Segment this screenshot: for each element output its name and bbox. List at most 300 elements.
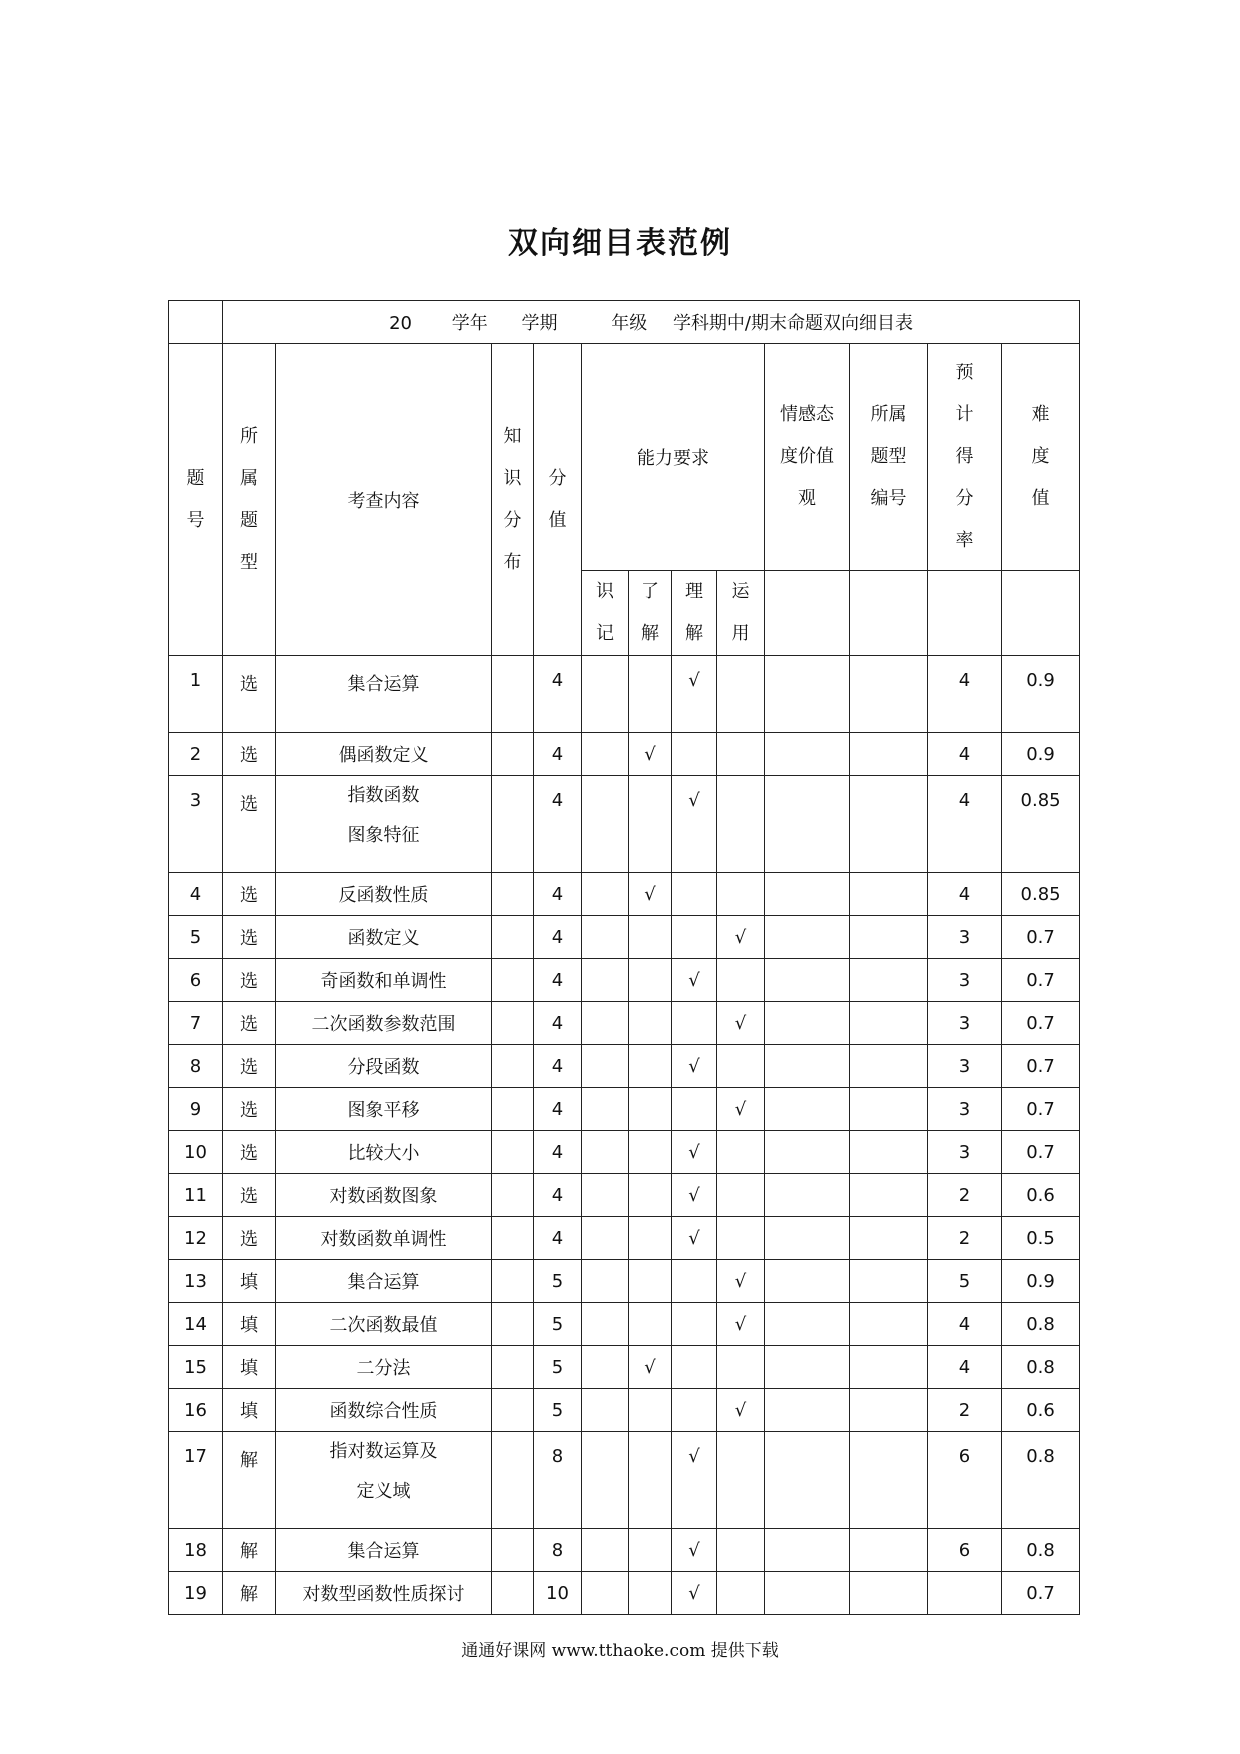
cell-score: 4 (534, 1217, 582, 1260)
cell-ability-1 (629, 1389, 672, 1432)
cell-qtype-code (850, 656, 928, 733)
header-type-line: 所 (240, 425, 258, 447)
cell-score: 8 (534, 1529, 582, 1572)
cell-qtype-code (850, 1303, 928, 1346)
cell-number: 8 (169, 1045, 223, 1088)
cell-ability-0 (582, 1529, 629, 1572)
table-row (169, 733, 1080, 776)
cell-ability-3 (717, 656, 765, 733)
cell-expected-rate: 4 (928, 873, 1002, 916)
header-sub-line: 运 (731, 581, 750, 602)
cell-knowledge (492, 733, 534, 776)
cell-qtype-code (850, 1174, 928, 1217)
cell-content (276, 916, 492, 959)
check-mark: √ (672, 1572, 717, 1615)
cell-expected-rate: 6 (928, 1529, 1002, 1572)
header-qtype-code-line: 题型 (870, 446, 907, 467)
cell-ability-2 (672, 1260, 717, 1303)
cell-ability-3 (717, 733, 765, 776)
cell-number: 18 (169, 1529, 223, 1572)
cell-qtype-code (850, 916, 928, 959)
header-number-line: 号 (186, 509, 205, 531)
cell-knowledge (492, 1131, 534, 1174)
header-knowledge-line: 识 (503, 467, 522, 489)
content-line: 二次函数参数范围 (311, 1014, 456, 1035)
cell-content (276, 1088, 492, 1131)
cell-content (276, 733, 492, 776)
cell-ability-3 (717, 873, 765, 916)
header-qtype-code-line: 所属 (870, 404, 907, 425)
header-number (169, 344, 223, 656)
cell-number: 14 (169, 1303, 223, 1346)
header-sub-line: 记 (596, 623, 614, 644)
table-row (169, 916, 1080, 959)
cell-ability-3 (717, 959, 765, 1002)
cell-difficulty: 0.85 (1002, 776, 1080, 873)
header-ability-understand (629, 571, 672, 656)
content-line: 比较大小 (347, 1143, 420, 1164)
cell-score: 5 (534, 1260, 582, 1303)
header-knowledge-line: 知 (503, 425, 522, 447)
cell-expected-rate: 3 (928, 959, 1002, 1002)
cell-emotion (765, 1045, 850, 1088)
cell-ability-1 (629, 1174, 672, 1217)
header-type-line: 型 (240, 551, 258, 573)
cell-emotion (765, 873, 850, 916)
cell-score: 4 (534, 656, 582, 733)
cell-expected-rate: 2 (928, 1217, 1002, 1260)
header-type-line: 属 (240, 467, 258, 489)
banner-row (169, 301, 1080, 344)
cell-number: 5 (169, 916, 223, 959)
banner-term: 学期 (521, 313, 558, 334)
cell-difficulty: 0.8 (1002, 1432, 1080, 1529)
cell-type: 选 (223, 916, 276, 959)
cell-ability-1 (629, 1002, 672, 1045)
table-row (169, 1174, 1080, 1217)
banner-grade: 年级 (611, 313, 648, 334)
cell-difficulty: 0.8 (1002, 1529, 1080, 1572)
cell-knowledge (492, 1002, 534, 1045)
cell-type: 解 (223, 1572, 276, 1615)
header-rate-line: 得 (955, 446, 974, 467)
cell-knowledge (492, 1045, 534, 1088)
header-emotion-line: 观 (798, 488, 816, 509)
cell-type: 选 (223, 733, 276, 776)
header-difficulty (1002, 344, 1080, 571)
cell-difficulty: 0.7 (1002, 1131, 1080, 1174)
cell-emotion (765, 1572, 850, 1615)
cell-score: 4 (534, 873, 582, 916)
banner-school-year: 学年 (451, 313, 488, 334)
cell-ability-1 (629, 656, 672, 733)
cell-difficulty: 0.5 (1002, 1217, 1080, 1260)
check-mark: √ (717, 1303, 765, 1346)
check-mark: √ (717, 916, 765, 959)
table-row (169, 1346, 1080, 1389)
header-sub-line: 了 (641, 581, 659, 602)
cell-expected-rate: 4 (928, 733, 1002, 776)
cell-qtype-code (850, 873, 928, 916)
cell-difficulty: 0.9 (1002, 733, 1080, 776)
header-type-line: 题 (240, 509, 258, 531)
header-expected-rate (928, 344, 1002, 571)
cell-number: 19 (169, 1572, 223, 1615)
header-score (534, 344, 582, 656)
cell-expected-rate: 3 (928, 1088, 1002, 1131)
cell-qtype-code (850, 776, 928, 873)
cell-emotion (765, 776, 850, 873)
cell-expected-rate: 2 (928, 1174, 1002, 1217)
cell-knowledge (492, 1529, 534, 1572)
cell-qtype-code (850, 1572, 928, 1615)
cell-difficulty: 0.7 (1002, 1002, 1080, 1045)
check-mark: √ (672, 1217, 717, 1260)
check-mark: √ (629, 1346, 672, 1389)
cell-number: 15 (169, 1346, 223, 1389)
header-emotion-blank (765, 571, 850, 656)
cell-ability-1 (629, 1217, 672, 1260)
cell-ability-2 (672, 733, 717, 776)
check-mark: √ (717, 1389, 765, 1432)
cell-score: 4 (534, 1131, 582, 1174)
cell-expected-rate: 5 (928, 1260, 1002, 1303)
cell-knowledge (492, 1389, 534, 1432)
header-sub-line: 用 (731, 623, 750, 644)
cell-score: 4 (534, 1174, 582, 1217)
cell-qtype-code (850, 1045, 928, 1088)
cell-number: 1 (169, 656, 223, 733)
cell-ability-3 (717, 1217, 765, 1260)
cell-score: 4 (534, 1045, 582, 1088)
header-knowledge-line: 分 (503, 509, 522, 531)
cell-expected-rate: 3 (928, 1131, 1002, 1174)
header-rate-line: 分 (955, 488, 974, 509)
cell-content (276, 1002, 492, 1045)
cell-ability-3 (717, 776, 765, 873)
header-ability-apply (717, 571, 765, 656)
cell-ability-0 (582, 1174, 629, 1217)
cell-difficulty: 0.7 (1002, 916, 1080, 959)
header-difficulty-line: 度 (1031, 446, 1050, 467)
cell-expected-rate: 6 (928, 1432, 1002, 1529)
header-sub-line: 识 (596, 581, 614, 602)
header-content: 考查内容 (276, 344, 492, 656)
content-line: 反函数性质 (338, 885, 429, 906)
cell-ability-3 (717, 1432, 765, 1529)
cell-number: 11 (169, 1174, 223, 1217)
cell-qtype-code (850, 1346, 928, 1389)
table-row (169, 1131, 1080, 1174)
cell-ability-0 (582, 916, 629, 959)
header-rate-blank (928, 571, 1002, 656)
cell-emotion (765, 1432, 850, 1529)
cell-ability-0 (582, 1572, 629, 1615)
banner-blank-cell (169, 301, 223, 344)
cell-qtype-code (850, 1131, 928, 1174)
cell-type: 选 (223, 959, 276, 1002)
cell-qtype-code (850, 1088, 928, 1131)
cell-type: 选 (223, 656, 276, 733)
cell-qtype-code (850, 1432, 928, 1529)
check-mark: √ (672, 656, 717, 733)
header-ability: 能力要求 (582, 344, 765, 571)
banner-year: 20 (389, 313, 412, 334)
cell-knowledge (492, 916, 534, 959)
cell-type: 选 (223, 873, 276, 916)
cell-knowledge (492, 1303, 534, 1346)
cell-knowledge (492, 1346, 534, 1389)
cell-type: 选 (223, 1217, 276, 1260)
cell-ability-1 (629, 1432, 672, 1529)
cell-score: 5 (534, 1346, 582, 1389)
cell-qtype-code (850, 1529, 928, 1572)
cell-score: 4 (534, 776, 582, 873)
cell-emotion (765, 1088, 850, 1131)
cell-ability-1 (629, 916, 672, 959)
cell-ability-1 (629, 959, 672, 1002)
cell-content (276, 1260, 492, 1303)
banner-subject-exam: 学科期中/期末命题双向细目表 (672, 313, 914, 334)
cell-content (276, 1303, 492, 1346)
cell-number: 12 (169, 1217, 223, 1260)
header-type (223, 344, 276, 656)
header-row (169, 344, 1080, 571)
content-line: 指数函数 (347, 785, 420, 806)
header-score-line: 分 (548, 467, 567, 489)
cell-ability-1 (629, 1088, 672, 1131)
cell-content (276, 1131, 492, 1174)
cell-content (276, 1432, 492, 1529)
cell-expected-rate: 4 (928, 1303, 1002, 1346)
cell-knowledge (492, 959, 534, 1002)
content-line: 图象平移 (347, 1100, 420, 1121)
check-mark: √ (629, 873, 672, 916)
cell-content (276, 1174, 492, 1217)
header-qtype-code-line: 编号 (870, 488, 907, 509)
cell-score: 4 (534, 916, 582, 959)
cell-emotion (765, 1389, 850, 1432)
content-line: 分段函数 (347, 1057, 420, 1078)
cell-number: 2 (169, 733, 223, 776)
content-line: 定义域 (356, 1481, 411, 1502)
header-sub-line: 理 (685, 581, 703, 602)
cell-emotion (765, 656, 850, 733)
cell-ability-0 (582, 959, 629, 1002)
cell-number: 9 (169, 1088, 223, 1131)
cell-knowledge (492, 1260, 534, 1303)
cell-ability-0 (582, 1346, 629, 1389)
table-row (169, 656, 1080, 733)
header-rate-line: 预 (955, 362, 974, 383)
cell-ability-3 (717, 1572, 765, 1615)
check-mark: √ (672, 1131, 717, 1174)
cell-emotion (765, 733, 850, 776)
cell-ability-1 (629, 1529, 672, 1572)
banner-cell (223, 301, 1080, 344)
cell-emotion (765, 1131, 850, 1174)
cell-ability-0 (582, 1217, 629, 1260)
table-row (169, 1389, 1080, 1432)
content-line: 对数型函数性质探讨 (302, 1584, 465, 1605)
cell-knowledge (492, 776, 534, 873)
cell-ability-2 (672, 1389, 717, 1432)
check-mark: √ (672, 1529, 717, 1572)
check-mark: √ (717, 1088, 765, 1131)
content-line: 偶函数定义 (338, 745, 429, 766)
cell-ability-3 (717, 1174, 765, 1217)
header-knowledge (492, 344, 534, 656)
cell-difficulty: 0.7 (1002, 1088, 1080, 1131)
cell-emotion (765, 1002, 850, 1045)
cell-ability-0 (582, 1002, 629, 1045)
cell-ability-3 (717, 1346, 765, 1389)
cell-qtype-code (850, 1217, 928, 1260)
table-row (169, 1045, 1080, 1088)
cell-content (276, 1045, 492, 1088)
cell-number: 17 (169, 1432, 223, 1529)
cell-difficulty: 0.7 (1002, 959, 1080, 1002)
cell-ability-0 (582, 1045, 629, 1088)
table-row (169, 1217, 1080, 1260)
cell-expected-rate: 4 (928, 776, 1002, 873)
cell-type: 填 (223, 1346, 276, 1389)
cell-difficulty: 0.6 (1002, 1174, 1080, 1217)
header-rate-line: 计 (955, 404, 974, 425)
cell-type: 解 (223, 1432, 276, 1529)
content-line: 指对数运算及 (329, 1441, 438, 1462)
cell-difficulty: 0.9 (1002, 656, 1080, 733)
cell-ability-1 (629, 776, 672, 873)
cell-ability-0 (582, 1389, 629, 1432)
cell-type: 填 (223, 1389, 276, 1432)
cell-qtype-code (850, 1389, 928, 1432)
cell-ability-0 (582, 873, 629, 916)
check-mark: √ (672, 959, 717, 1002)
cell-qtype-code (850, 1002, 928, 1045)
header-rate-line: 率 (955, 530, 974, 551)
spec-table (168, 300, 1080, 1615)
content-line: 对数函数单调性 (320, 1229, 447, 1250)
cell-difficulty: 0.6 (1002, 1389, 1080, 1432)
cell-knowledge (492, 1174, 534, 1217)
cell-emotion (765, 959, 850, 1002)
cell-content (276, 959, 492, 1002)
cell-ability-0 (582, 1131, 629, 1174)
page-title: 双向细目表范例 (508, 226, 732, 261)
footer-source: 通通好课网 www.tthaoke.com 提供下载 (461, 1641, 779, 1661)
cell-ability-1 (629, 1045, 672, 1088)
content-line: 函数综合性质 (329, 1401, 438, 1422)
check-mark: √ (672, 1432, 717, 1529)
header-emotion-line: 情感态 (780, 404, 834, 425)
cell-score: 8 (534, 1432, 582, 1529)
cell-score: 5 (534, 1303, 582, 1346)
cell-ability-2 (672, 873, 717, 916)
cell-ability-0 (582, 1088, 629, 1131)
content-line: 奇函数和单调性 (320, 971, 447, 992)
cell-number: 3 (169, 776, 223, 873)
header-score-line: 值 (548, 509, 567, 531)
cell-emotion (765, 1303, 850, 1346)
cell-qtype-code (850, 1260, 928, 1303)
content-line: 集合运算 (347, 674, 420, 695)
cell-expected-rate: 4 (928, 1346, 1002, 1389)
cell-ability-2 (672, 1303, 717, 1346)
cell-ability-3 (717, 1045, 765, 1088)
content-line: 函数定义 (347, 928, 420, 949)
content-line: 集合运算 (347, 1541, 420, 1562)
table-row (169, 1002, 1080, 1045)
check-mark: √ (629, 733, 672, 776)
cell-type: 填 (223, 1260, 276, 1303)
header-ability-comprehend (672, 571, 717, 656)
content-line: 对数函数图象 (329, 1186, 438, 1207)
cell-ability-3 (717, 1529, 765, 1572)
cell-content (276, 1529, 492, 1572)
check-mark: √ (717, 1002, 765, 1045)
cell-content (276, 873, 492, 916)
header-ability-memorize (582, 571, 629, 656)
check-mark: √ (672, 1174, 717, 1217)
header-number-line: 题 (186, 467, 205, 489)
cell-number: 16 (169, 1389, 223, 1432)
cell-ability-1 (629, 1303, 672, 1346)
cell-ability-0 (582, 656, 629, 733)
cell-content (276, 1572, 492, 1615)
cell-difficulty: 0.85 (1002, 873, 1080, 916)
cell-ability-2 (672, 916, 717, 959)
cell-content (276, 1389, 492, 1432)
cell-knowledge (492, 1572, 534, 1615)
cell-emotion (765, 916, 850, 959)
cell-knowledge (492, 873, 534, 916)
cell-number: 7 (169, 1002, 223, 1045)
cell-content (276, 1217, 492, 1260)
header-difficulty-line: 值 (1031, 488, 1050, 509)
cell-number: 13 (169, 1260, 223, 1303)
cell-knowledge (492, 656, 534, 733)
cell-content (276, 656, 492, 733)
check-mark: √ (717, 1260, 765, 1303)
content-line: 二次函数最值 (329, 1315, 438, 1336)
cell-expected-rate (928, 1572, 1002, 1615)
table-row (169, 1572, 1080, 1615)
cell-ability-1 (629, 1131, 672, 1174)
cell-score: 4 (534, 1088, 582, 1131)
content-line: 图象特征 (347, 825, 420, 846)
cell-difficulty: 0.9 (1002, 1260, 1080, 1303)
cell-score: 4 (534, 959, 582, 1002)
cell-knowledge (492, 1432, 534, 1529)
table-row (169, 1260, 1080, 1303)
cell-ability-0 (582, 733, 629, 776)
cell-score: 4 (534, 1002, 582, 1045)
table-row (169, 873, 1080, 916)
cell-difficulty: 0.8 (1002, 1346, 1080, 1389)
cell-score: 4 (534, 733, 582, 776)
header-emotion-line: 度价值 (780, 446, 834, 467)
cell-difficulty: 0.7 (1002, 1572, 1080, 1615)
cell-emotion (765, 1217, 850, 1260)
header-sub-line: 解 (641, 623, 659, 644)
cell-expected-rate: 2 (928, 1389, 1002, 1432)
cell-ability-3 (717, 1131, 765, 1174)
header-qtype-code (850, 344, 928, 571)
cell-knowledge (492, 1217, 534, 1260)
cell-type: 选 (223, 1002, 276, 1045)
cell-ability-2 (672, 1346, 717, 1389)
